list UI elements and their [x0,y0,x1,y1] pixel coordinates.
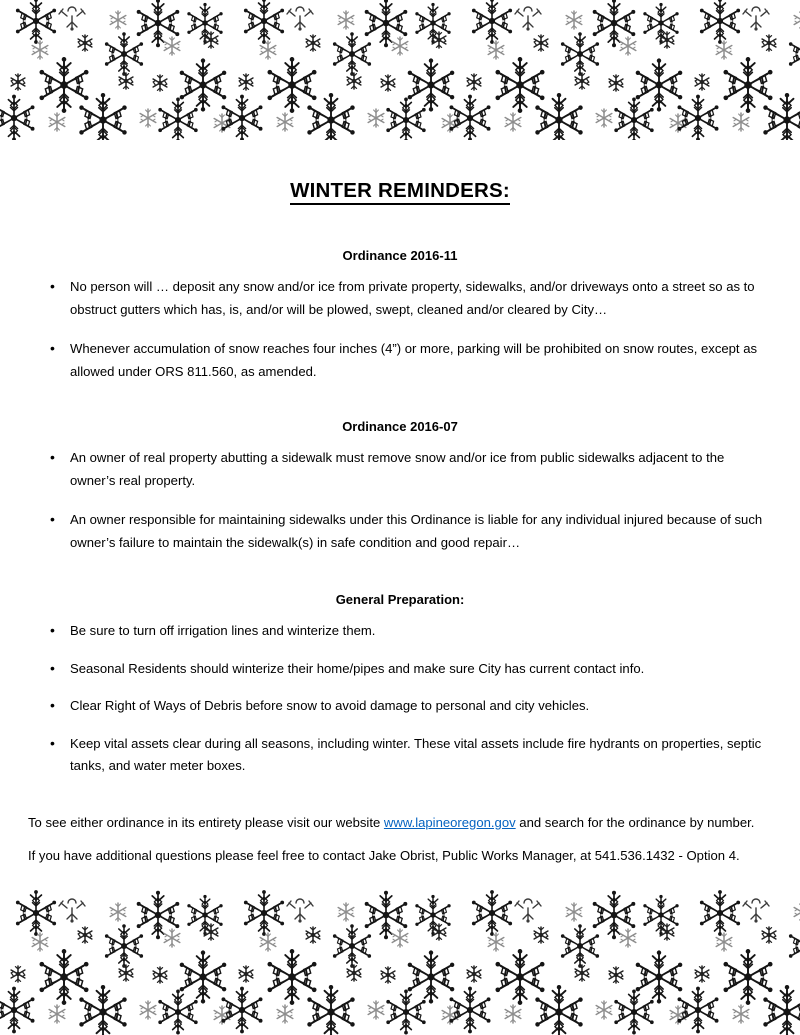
list-item: • Be sure to turn off irrigation lines and winterize them. [0,620,800,643]
section-heading-ordinance-2016-07: Ordinance 2016-07 [342,419,458,434]
list-item: • Whenever accumulation of snow reaches four inches (4”) or more, parking will be prohibited on snow routes, except as allowed under ORS 811.560, as amended. [0,338,800,383]
closing-website-prefix: To see either ordinance in its entirety please visit our website [28,814,384,830]
document-body [0,140,800,884]
list-item: • Seasonal Residents should winterize their home/pipes and make sure City has current contact info. [0,658,800,681]
closing-website-suffix: and search for the ordinance by number. [515,814,755,830]
closing-website-line [0,812,800,835]
top-snowflake-border [0,0,800,140]
bullet-list-ordinance-2016-07 [0,447,800,554]
list-item: • Clear Right of Ways of Debris before snow to avoid damage to personal and city vehicles. [0,695,800,718]
section-heading-general-preparation: General Preparation: [335,592,465,607]
bottom-snowflake-border [0,884,800,1035]
bullet-list-ordinance-2016-11 [0,276,800,383]
list-item: • No person will … deposit any snow and/or ice from private property, sidewalks, and/or driveways onto a street so as to obstruct gutters which has, is, and/or will be plowed, swept, cleaned and/or cleared by City… [0,276,800,321]
list-item: • Keep vital assets clear during all seasons, including winter. These vital assets include fire hydrants on properties, septic tanks, and water meter boxes. [0,733,800,778]
page-title-text: WINTER REMINDERS: [290,179,510,205]
page-title [0,179,800,203]
list-item: • An owner of real property abutting a sidewalk must remove snow and/or ice from public sidewalks adjacent to the owner’s real property. [0,447,800,492]
closing-contact-line: If you have additional questions please feel free to contact Jake Obrist, Public Works Manager, at 541.536.1432 - Option 4. [28,848,740,863]
lapineoregon-website-link[interactable]: www.lapineoregon.gov [383,814,516,830]
list-item: • An owner responsible for maintaining sidewalks under this Ordinance is liable for any individual injured because of such owner’s failure to maintain the sidewalk(s) in safe condition and good repair… [0,509,800,554]
section-heading-ordinance-2016-11: Ordinance 2016-11 [342,248,458,263]
bullet-list-general-preparation [0,620,800,778]
